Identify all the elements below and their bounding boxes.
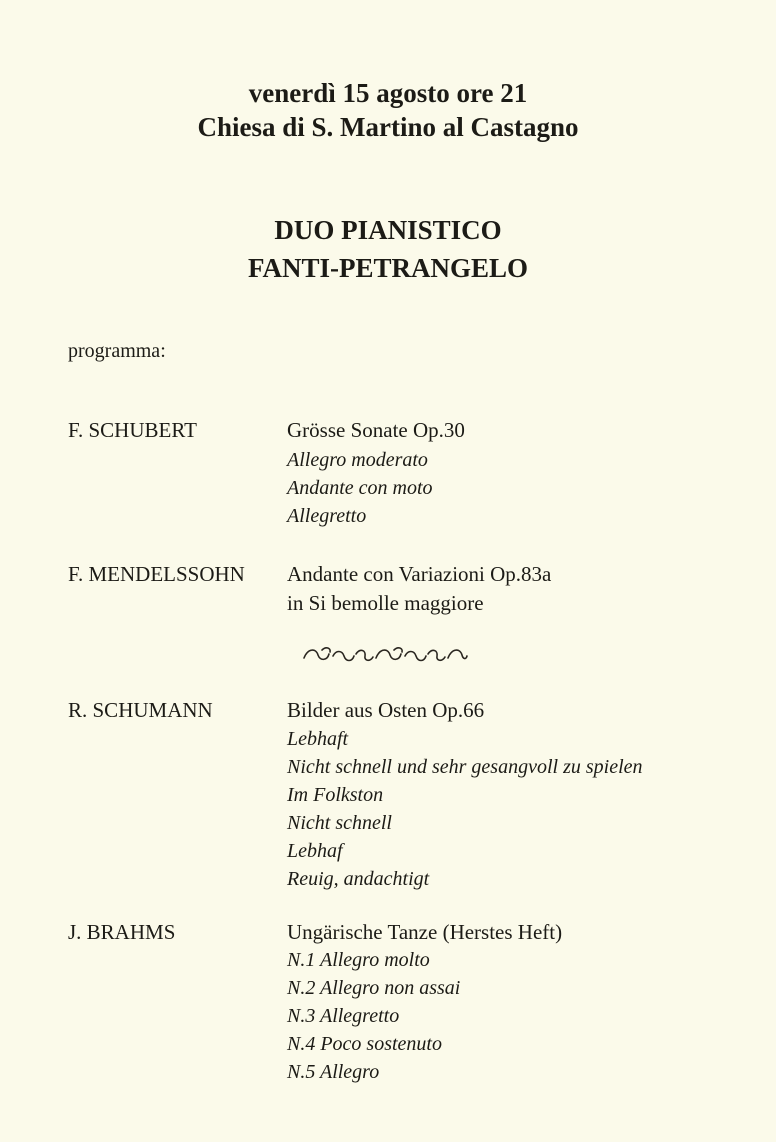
movement: Allegro moderato bbox=[287, 449, 428, 471]
movement: Nicht schnell bbox=[287, 812, 392, 834]
movements-schumann bbox=[287, 725, 643, 893]
movement: N.2 Allegro non assai bbox=[287, 977, 461, 999]
work-mendelssohn-key: in Si bemolle maggiore bbox=[287, 591, 484, 615]
flourish-divider-icon bbox=[300, 644, 470, 666]
movement: Andante con moto bbox=[287, 477, 433, 499]
movement: Reuig, andachtigt bbox=[287, 868, 430, 890]
work-schubert: Grösse Sonate Op.30 bbox=[287, 418, 465, 442]
work-schumann: Bilder aus Osten Op.66 bbox=[287, 698, 485, 722]
movement: Allegretto bbox=[287, 505, 367, 527]
work-mendelssohn: Andante con Variazioni Op.83a bbox=[287, 562, 552, 586]
concert-date: venerdì 15 agosto ore 21 bbox=[248, 78, 528, 108]
concert-venue: Chiesa di S. Martino al Castagno bbox=[197, 112, 579, 142]
performer-names: FANTI-PETRANGELO bbox=[247, 253, 529, 283]
movement: Im Folkston bbox=[287, 784, 384, 806]
composer-brahms: J. BRAHMS bbox=[68, 920, 176, 944]
work-brahms: Ungärische Tanze (Herstes Heft) bbox=[287, 920, 563, 944]
movement: Lebhaft bbox=[287, 728, 349, 750]
performer-title: DUO PIANISTICO bbox=[274, 215, 502, 245]
composer-schumann: R. SCHUMANN bbox=[68, 698, 213, 722]
movement: Lebhaf bbox=[287, 840, 343, 862]
movements-schubert bbox=[287, 446, 433, 530]
composer-mendelssohn: F. MENDELSSOHN bbox=[68, 562, 245, 586]
movement: Nicht schnell und sehr gesangvoll zu spielen bbox=[287, 756, 643, 778]
movement: N.5 Allegro bbox=[287, 1061, 380, 1083]
program-label: programma: bbox=[68, 340, 166, 362]
movements-brahms bbox=[287, 946, 460, 1086]
composer-schubert: F. SCHUBERT bbox=[68, 418, 197, 442]
movement: N.4 Poco sostenuto bbox=[287, 1033, 442, 1055]
movement: N.1 Allegro molto bbox=[287, 949, 430, 971]
movement: N.3 Allegretto bbox=[287, 1005, 400, 1027]
